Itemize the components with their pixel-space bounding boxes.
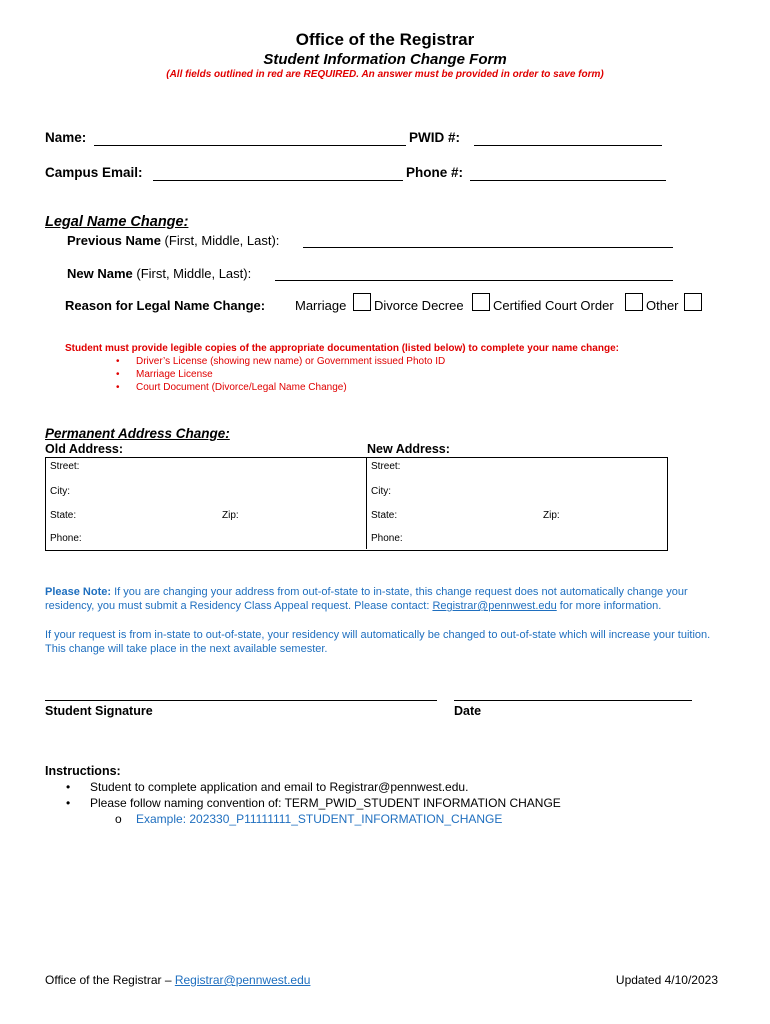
other-checkbox[interactable] [684, 293, 702, 311]
registrar-email-link[interactable]: Registrar@pennwest.edu [432, 600, 557, 612]
previous-name-field[interactable] [303, 247, 673, 248]
sub-bullet-icon: o [115, 812, 122, 826]
pwid-label: PWID #: [409, 130, 461, 145]
address-heading: Permanent Address Change: [45, 426, 230, 441]
new-state-field[interactable]: State: [371, 510, 398, 521]
new-name-field[interactable] [275, 280, 673, 281]
footer-email-link[interactable]: Registrar@pennwest.edu [174, 973, 311, 987]
new-phone-field[interactable]: Phone: [371, 533, 403, 544]
old-phone-field[interactable]: Phone: [50, 533, 82, 544]
date-label: Date [454, 704, 482, 718]
residency-note: Please Note: If you are changing your address from out-of-state to in-state, this change request does not automatically change your residency, you must submit a Residency Class Appeal request. Please contact: Registrar@pennwest.edu for more information. [45, 586, 688, 612]
required-note: (All fields outlined in red are REQUIRED. An answer must be provided in order to save form) [166, 69, 604, 80]
list-item: • Driver’s License (showing new name) or Government issued Photo ID [116, 355, 445, 368]
in-to-out-note: If your request is from in-state to out-of-state, your residency will automatically be changed to out-of-state which will increase your tuition. This change will take place in the next available semester. [45, 629, 711, 655]
old-street-field[interactable]: Street: [50, 461, 80, 472]
instruction-item: Please follow naming convention of: TERM_PWID_STUDENT INFORMATION CHANGE [90, 796, 561, 810]
pwid-field[interactable] [474, 145, 662, 146]
list-item: • Court Document (Divorce/Legal Name Change) [116, 381, 445, 394]
documentation-list [116, 355, 445, 394]
new-zip-field[interactable]: Zip: [543, 510, 560, 521]
legal-name-heading: Legal Name Change: [45, 214, 189, 230]
name-field[interactable] [94, 145, 406, 146]
option-other-label: Other [646, 298, 679, 313]
page-title: Office of the Registrar [295, 30, 475, 49]
footer-updated-date: Updated 4/10/2023 [615, 973, 718, 987]
new-street-field[interactable]: Street: [371, 461, 401, 472]
old-address-label: Old Address: [45, 442, 124, 456]
student-signature-label: Student Signature [45, 704, 153, 718]
list-item: • Marriage License [116, 368, 445, 381]
date-field[interactable] [454, 700, 692, 701]
option-court-order-label: Certified Court Order [493, 298, 614, 313]
divorce-decree-checkbox[interactable] [472, 293, 490, 311]
new-city-field[interactable]: City: [371, 486, 391, 497]
instructions-heading: Instructions: [45, 764, 121, 778]
phone-field[interactable] [470, 180, 666, 181]
address-table [45, 457, 668, 551]
option-divorce-label: Divorce Decree [374, 298, 464, 313]
name-label: Name: [45, 130, 87, 145]
old-city-field[interactable]: City: [50, 486, 70, 497]
instruction-item: Student to complete application and email to Registrar@pennwest.edu. [90, 780, 469, 794]
footer-left: Office of the Registrar – Registrar@pennwest.edu [45, 973, 311, 987]
phone-label: Phone #: [406, 165, 464, 180]
address-divider [366, 457, 367, 549]
old-zip-field[interactable]: Zip: [222, 510, 239, 521]
student-signature-field[interactable] [45, 700, 437, 701]
instruction-bullet-icon: • [66, 796, 71, 810]
documentation-note: Student must provide legible copies of the appropriate documentation (listed below) to complete your name change: [65, 343, 619, 354]
option-marriage-label: Marriage [295, 298, 347, 313]
form-subtitle: Student Information Change Form [263, 51, 507, 68]
naming-example: Example: 202330_P11111111_STUDENT_INFORMATION_CHANGE [136, 812, 503, 826]
new-address-label: New Address: [367, 442, 450, 456]
marriage-checkbox[interactable] [353, 293, 371, 311]
old-state-field[interactable]: State: [50, 510, 77, 521]
campus-email-field[interactable] [153, 180, 403, 181]
campus-email-label: Campus Email: [45, 165, 143, 180]
instruction-bullet-icon: • [66, 780, 71, 794]
reason-label: Reason for Legal Name Change: [65, 298, 266, 313]
court-order-checkbox[interactable] [625, 293, 643, 311]
previous-name-label: Previous Name (First, Middle, Last): [67, 233, 280, 248]
new-name-label: New Name (First, Middle, Last): [67, 266, 252, 281]
